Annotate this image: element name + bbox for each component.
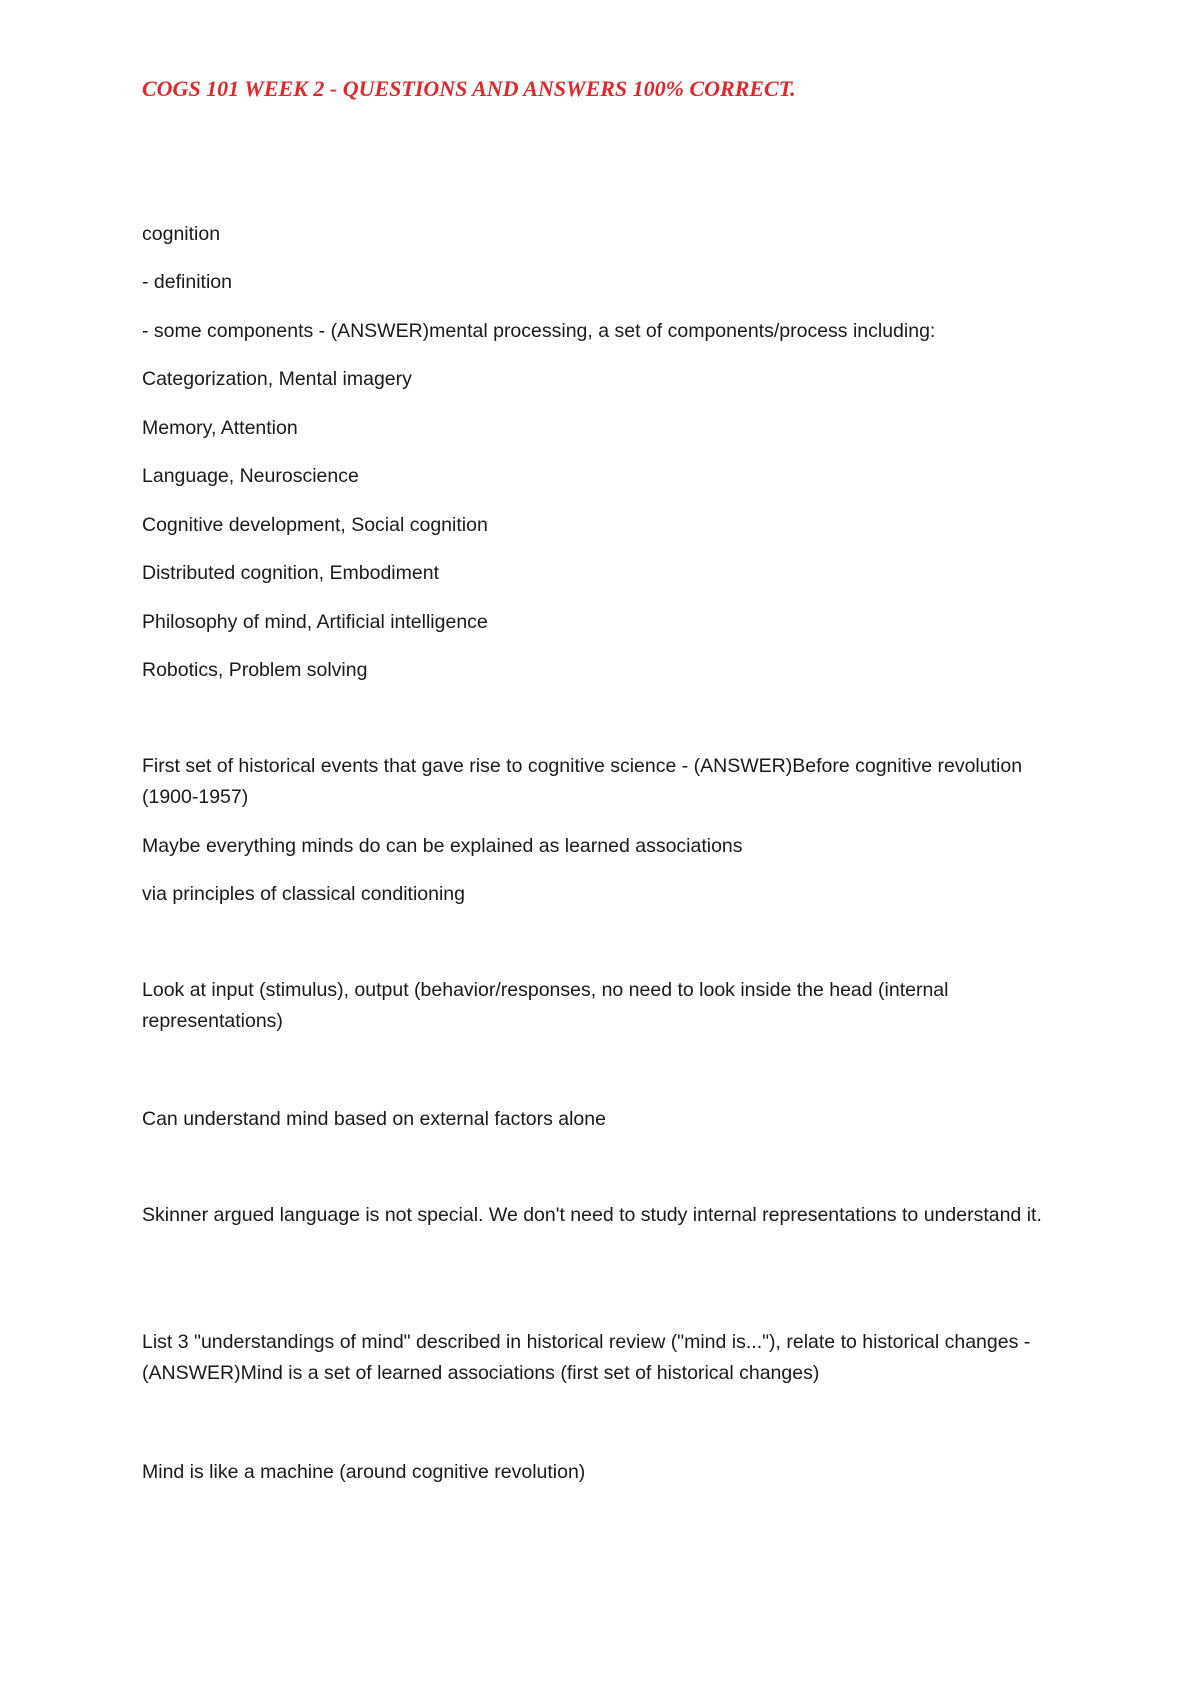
text-line: Philosophy of mind, Artificial intelligence xyxy=(142,611,488,633)
text-line: - definition xyxy=(142,271,232,293)
text-line: Cognitive development, Social cognition xyxy=(142,514,488,536)
text-line: Robotics, Problem solving xyxy=(142,659,368,681)
text-line: Distributed cognition, Embodiment xyxy=(142,562,439,584)
text-line: Can understand mind based on external factors alone xyxy=(142,1108,606,1130)
document-title: COGS 101 WEEK 2 - QUESTIONS AND ANSWERS 100% CORRECT. xyxy=(142,76,796,101)
text-paragraph: Skinner argued language is not special. We don't need to study internal representations to understand it. xyxy=(142,1204,1042,1226)
text-line: Maybe everything minds do can be explained as learned associations xyxy=(142,835,743,857)
text-line: - some components - (ANSWER)mental processing, a set of components/process including: xyxy=(142,320,936,342)
question-paragraph: List 3 "understandings of mind" described in historical review ("mind is..."), relate to historical changes - (ANSWER)Mind is a set of learned associations (first set of historical changes) xyxy=(142,1331,1031,1384)
text-line: cognition xyxy=(142,223,221,245)
text-line: Categorization, Mental imagery xyxy=(142,368,412,390)
text-line: via principles of classical conditioning xyxy=(142,883,465,905)
text-line: Mind is like a machine (around cognitive revolution) xyxy=(142,1461,586,1483)
question-paragraph: First set of historical events that gave rise to cognitive science - (ANSWER)Before cognitive revolution (1900-1957) xyxy=(142,755,1023,808)
text-paragraph: Look at input (stimulus), output (behavior/responses, no need to look inside the head (internal representations) xyxy=(142,979,949,1032)
text-line: Memory, Attention xyxy=(142,417,298,439)
text-line: Language, Neuroscience xyxy=(142,465,359,487)
